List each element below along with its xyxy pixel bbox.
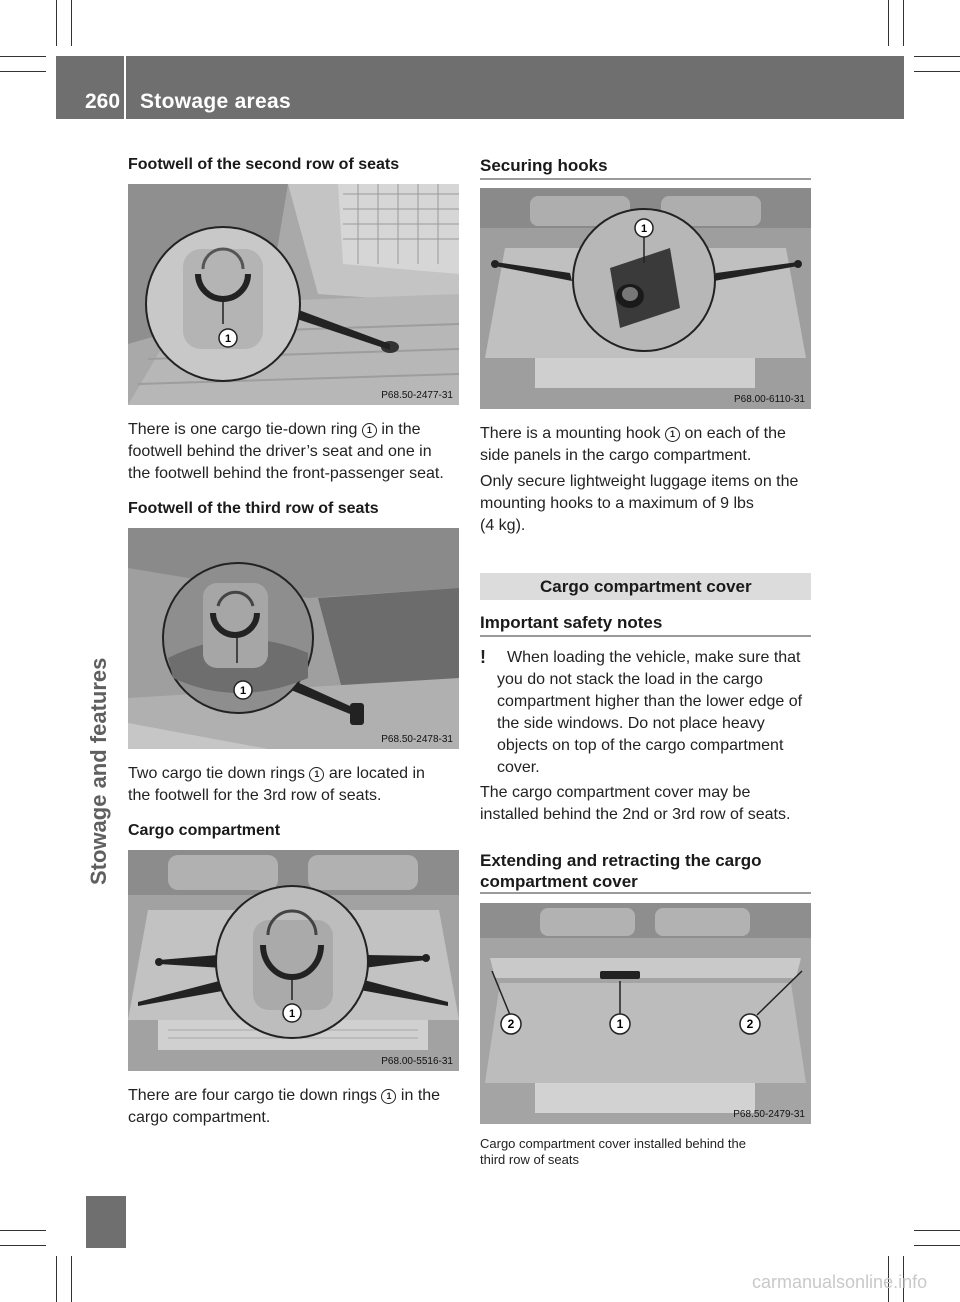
figure-illustration	[128, 850, 459, 1071]
paragraph	[128, 419, 460, 485]
paragraph-text: are located in	[328, 765, 425, 782]
section-heading: Footwell of the second row of seats	[128, 156, 400, 173]
figure-cargo-compartment	[128, 850, 459, 1071]
paragraph-text: in the	[381, 421, 421, 438]
figure-code: P68.50-2477-31	[381, 390, 453, 401]
section-heading: Securing hooks	[480, 156, 608, 175]
figure-footwell-third-row	[128, 528, 459, 749]
crop-mark	[914, 1230, 960, 1231]
side-tab-label: Stowage and features	[86, 657, 111, 885]
page-number: 260	[85, 90, 121, 113]
figure-code: P68.50-2478-31	[381, 734, 453, 745]
figure-caption	[480, 1136, 815, 1168]
heading-rule	[480, 892, 811, 894]
paragraph-line: the side windows. Do not place heavy	[497, 715, 765, 732]
crop-mark	[914, 71, 960, 72]
caption-line: Cargo compartment cover installed behind the	[480, 1136, 746, 1151]
figure-code: P68.00-5516-31	[381, 1056, 453, 1067]
paragraph-line: The cargo compartment cover may be	[480, 784, 751, 801]
crop-mark	[0, 1245, 46, 1246]
paragraph-text: on each of the	[684, 425, 786, 442]
figure-callout: 1	[288, 1008, 296, 1020]
page-title: Stowage areas	[140, 90, 291, 113]
paragraph-line: When loading the vehicle, make sure that	[507, 649, 801, 666]
paragraph-line: cargo compartment.	[128, 1109, 271, 1126]
figure-callout: 1	[616, 1017, 624, 1031]
paragraph-line: Only secure lightweight luggage items on the	[480, 473, 799, 490]
header-divider	[124, 56, 126, 119]
crop-mark	[0, 71, 46, 72]
warning-icon: !	[480, 647, 486, 667]
paragraph	[128, 763, 460, 807]
figure-code: P68.50-2479-31	[733, 1109, 805, 1120]
paragraph	[480, 423, 815, 467]
callout-marker: 1	[381, 1089, 396, 1104]
heading-line: Extending and retracting the cargo	[480, 851, 762, 870]
figure-callout: 1	[640, 223, 648, 235]
paragraph-text: in the	[400, 1087, 441, 1104]
caption-line: third row of seats	[480, 1152, 579, 1167]
figure-cover-behind-third-row	[480, 903, 811, 1124]
heading-line: compartment cover	[480, 872, 638, 891]
paragraph-line: you do not stack the load in the cargo	[497, 671, 763, 688]
paragraph	[480, 782, 815, 826]
paragraph-line: the footwell for the 3rd row of seats.	[128, 787, 382, 804]
crop-mark	[56, 0, 57, 46]
warning-note	[497, 647, 817, 779]
figure-illustration	[480, 903, 811, 1124]
crop-mark	[914, 56, 960, 57]
callout-marker: 1	[309, 767, 324, 782]
paragraph-text: There is a mounting hook	[480, 425, 661, 442]
figure-securing-hooks	[480, 188, 811, 409]
paragraph-text: Two cargo tie down rings	[128, 765, 305, 782]
crop-mark	[914, 1245, 960, 1246]
crop-mark	[903, 0, 904, 46]
callout-marker: 1	[362, 423, 377, 438]
crop-mark	[71, 0, 72, 46]
paragraph-line: objects on top of the cargo compartment	[497, 737, 784, 754]
paragraph-line: footwell behind the driver’s seat and one in	[128, 443, 432, 460]
figure-illustration	[128, 528, 459, 749]
figure-illustration	[480, 188, 811, 409]
paragraph-line: the footwell behind the front-passenger seat.	[128, 465, 444, 482]
section-heading	[480, 850, 762, 892]
paragraph-line: compartment higher than the lower edge of	[497, 693, 803, 710]
paragraph-text: There is one cargo tie-down ring	[128, 421, 358, 438]
section-heading: Important safety notes	[480, 613, 663, 632]
figure-callout: 2	[507, 1017, 515, 1031]
crop-mark	[888, 0, 889, 46]
paragraph	[128, 1085, 460, 1129]
figure-code: P68.00-6110-31	[734, 394, 805, 405]
section-title: Cargo compartment cover	[540, 577, 752, 596]
paragraph-line: cover.	[497, 759, 540, 776]
crop-mark	[0, 1230, 46, 1231]
side-tab	[86, 605, 116, 905]
paragraph-line: side panels in the cargo compartment.	[480, 447, 752, 464]
paragraph-line: mounting hooks to a maximum of 9 lbs	[480, 495, 754, 512]
figure-footwell-second-row	[128, 184, 459, 405]
paragraph-line: (4 kg).	[480, 517, 526, 534]
paragraph-line: installed behind the 2nd or 3rd row of seats.	[480, 806, 791, 823]
figure-callout: 1	[224, 333, 232, 345]
crop-mark	[56, 1256, 57, 1302]
side-tab-block	[86, 1196, 126, 1248]
figure-illustration	[128, 184, 459, 405]
figure-callout: 1	[239, 685, 247, 697]
paragraph	[480, 471, 815, 537]
crop-mark	[71, 1256, 72, 1302]
watermark: carmanualsonline.info	[752, 1272, 928, 1292]
section-heading: Cargo compartment	[128, 822, 281, 839]
section-heading: Footwell of the third row of seats	[128, 500, 379, 517]
paragraph-text: There are four cargo tie down rings	[128, 1087, 378, 1104]
figure-callout: 2	[746, 1017, 754, 1031]
callout-marker: 1	[665, 427, 680, 442]
crop-mark	[0, 56, 46, 57]
section-title-band	[480, 573, 811, 600]
heading-rule	[480, 178, 811, 180]
heading-rule	[480, 635, 811, 637]
